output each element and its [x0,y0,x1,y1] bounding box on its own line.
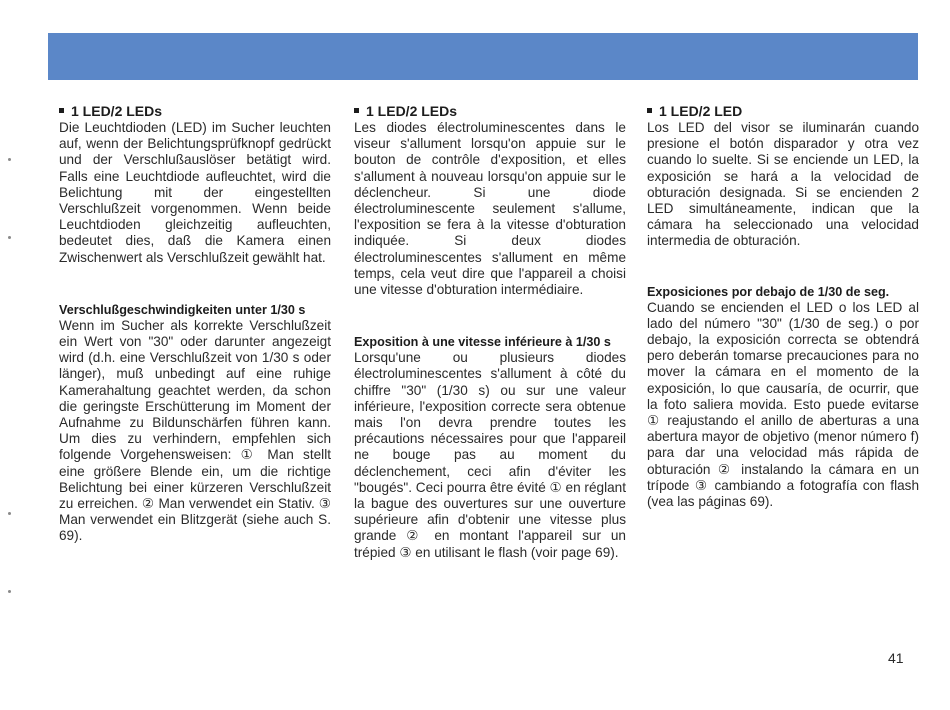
french-heading-led [354,103,626,120]
bullet-icon [647,108,652,113]
margin-mark [8,236,11,239]
spanish-heading-led-text: 1 LED/2 LED [659,103,743,119]
margin-mark [8,158,11,161]
spanish-heading-led [647,103,919,120]
german-paragraph-led: Die Leuchtdioden (LED) im Sucher leuchten auf, wenn der Belichtungsprüfknopf gedrückt und der Verschlußauslöser betätigt wird. Falls eine Leuchtdiode aufleuchtet, wird die Belichtung mit der eingestellten Verschlußzeit vorgenommen. Wenn beide Leuchtdioden gleichzeitig aufleuchten, bedeutet dies, daß die Kamera einen Zwischenwert als Verschlußzeit gewählt hat. [59,120,331,265]
french-heading-led-text: 1 LED/2 LEDs [366,103,458,119]
german-column [59,103,331,545]
french-heading-exposure: Exposition à une vitesse inférieure à 1/30 s [354,335,611,350]
spanish-heading-exposure: Exposiciones por debajo de 1/30 de seg. [647,284,890,299]
german-heading-led-text: 1 LED/2 LEDs [71,103,163,119]
margin-mark [8,512,11,515]
margin-mark [8,590,11,593]
spanish-paragraph-led: Los LED del visor se iluminarán cuando presione el botón disparador y otra vez cuando lo suelte. Si se enciende un LED, la exposición se hará a la velocidad de obturación designada. Si se encienden 2 LED simultáneamente, indican que la cámara ha seleccionado una velocidad intermedia de obturación. [647,120,919,249]
spanish-column [647,103,919,510]
bullet-icon [354,108,359,113]
header-banner [48,33,918,80]
french-paragraph-exposure: Lorsqu'une ou plusieurs diodes électroluminescentes s'allument à côté du chiffre "30" (1/30 s) ou sur une valeur inférieure, l'exposition correcte sera obtenue mais l'on devra prendre toutes les précautions nécessaires pour que l'appareil ne bouge pas au moment du déclenchement, ceci afin d'éviter les "bougés". Ceci pourra être évité ① en réglant la bague des ouvertures sur une ouverture supérieure afin d'obtenir une vitesse plus grande ② en montant l'appareil sur un trépied ③ en utilisant le flash (voir page 69). [354,350,626,560]
french-paragraph-led: Les diodes électroluminescentes dans le viseur s'allument lorsqu'on appuie sur le bouton de contrôle d'exposition, et elles s'allument à nouveau lorsqu'on appuie sur le déclencheur. Si une diode électroluminescente seulement s'allume, l'exposition se fera à la vitesse d'obturation indiquée. Si deux diodes électroluminescentes s'allument en même temps, cela veut dire que l'appareil a choisi une vitesse d'obturation intermédiaire. [354,120,626,298]
spanish-paragraph-exposure: Cuando se encienden el LED o los LED al lado del número "30" (1/30 de seg.) o por debajo, la exposición correcta se obtendrá pero deberán tomarse precauciones para no mover la cámara en el momento de la exposición, lo que causaría, de ocurrir, que la foto saliera movida. Esto puede evitarse ① reajustando el anillo de aberturas a una abertura mayor de objetivo (menor número f) para dar una velocidad más rápida de obturación ② instalando la cámara en un trípode ③ cambiando a fotografía con flash (vea las páginas 69). [647,299,919,510]
bullet-icon [59,108,64,113]
french-column [354,103,626,561]
german-heading-shutter: Verschlußgeschwindigkeiten unter 1/30 s [59,302,306,317]
german-heading-led [59,103,331,120]
german-paragraph-shutter: Wenn im Sucher als korrekte Verschlußzeit ein Wert von "30" oder darunter angezeigt wird (d.h. eine Verschlußzeit von 1/30 s oder länger), muß unbedingt auf eine ruhige Kamerahaltung geachtet werden, da schon die geringste Erschütterung im Moment der Aufnahme zu Bildunschärfen führen kann. Um dies zu verhindern, empfehlen sich folgende Vorgehensweisen: ① Man stellt eine größere Blende ein, um die richtige Belichtung bei einer kürzeren Verschlußzeit zu erreichen. ② Man verwendet ein Stativ. ③ Man verwendet ein Blitzgerät (siehe auch S. 69). [59,317,331,544]
page-number: 41 [888,650,904,666]
